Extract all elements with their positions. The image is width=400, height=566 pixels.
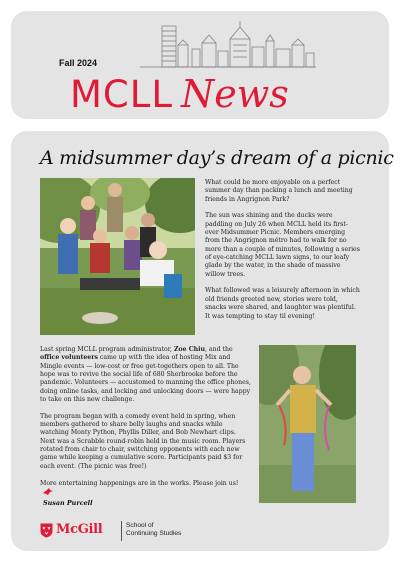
- cardinal-bird-icon: [42, 488, 54, 496]
- footer-divider: [121, 521, 122, 541]
- program-paragraph: The program began with a comedy event held in spring, when members gathered to share belly laughs and snacks while watching Monty Python, Phyllis Diller, and Bob Newhart clips. Next was a Scrabble round-robin held in the music room. Players rotated from chair to chair, switching opponents with each new game while keeping a cumulative score. Participants paid $3 for each event. (The picnic was free!): [40, 412, 246, 470]
- school-line-1: School of: [126, 522, 154, 529]
- closing-text: More entertaining happenings are in the works. Please join us!: [40, 479, 239, 487]
- admin-name: Zoe Chiu: [173, 346, 205, 353]
- title-mcll: MCLL: [70, 73, 173, 116]
- issue-season: Fall 2024: [59, 58, 98, 68]
- article-left-column: [40, 346, 252, 507]
- p1-text-start: Last spring MCLL program administrator,: [40, 346, 174, 353]
- picnic-paragraph: The sun was shining and the ducks were paddling on July 26 when MCLL held its first-ever Midsummer Picnic. Members emerging from the Angrignon métro had to walk for no more than a couple of minutes, following a series of eye-catching MCLL lawn signs, to our leafy glade by the water, in the shade of massive willow trees.: [205, 212, 360, 278]
- afternoon-paragraph: What followed was a leisurely afternoon in which old friends greeted new, stories were told, snacks were shared, and laughter was plentiful. It was tempting to stay til evening!: [205, 287, 360, 320]
- closing-paragraph: [40, 480, 252, 499]
- article-headline: A midsummer day’s dream of a picnic: [40, 147, 394, 169]
- school-line-2: Continuing Studies: [126, 530, 182, 537]
- p1-text-end: came up with the idea of hosting Mix and Mingle events — low-cost or free get-togethers open to all. The hope was to revive the social life of 680 Sherbrooke before the pandemic. Volunteers — accustomed to manning the office phones, doing online tasks, and locking and unlocking doors — were happy to take on this new challenge.: [40, 354, 251, 404]
- title-news: News: [181, 72, 289, 116]
- city-skyline-icon: [140, 21, 316, 69]
- dancer-photo: [259, 345, 356, 503]
- article-right-column: [205, 179, 360, 329]
- mcgill-wordmark: McGill: [56, 522, 103, 537]
- mix-mingle-paragraph: [40, 346, 252, 404]
- intro-paragraph: What could be more enjoyable on a perfect summer day than packing a lunch and meeting friends in Angrignon Park?: [205, 179, 353, 203]
- picnic-group-photo: [40, 178, 195, 335]
- school-name: [126, 522, 186, 538]
- newsletter-title: [70, 74, 289, 114]
- mcgill-shield-icon: [40, 523, 53, 538]
- author-signature: Susan Purcell: [43, 499, 93, 507]
- p1-text-mid: , and the: [204, 346, 233, 353]
- volunteers-label: office volunteers: [40, 354, 98, 362]
